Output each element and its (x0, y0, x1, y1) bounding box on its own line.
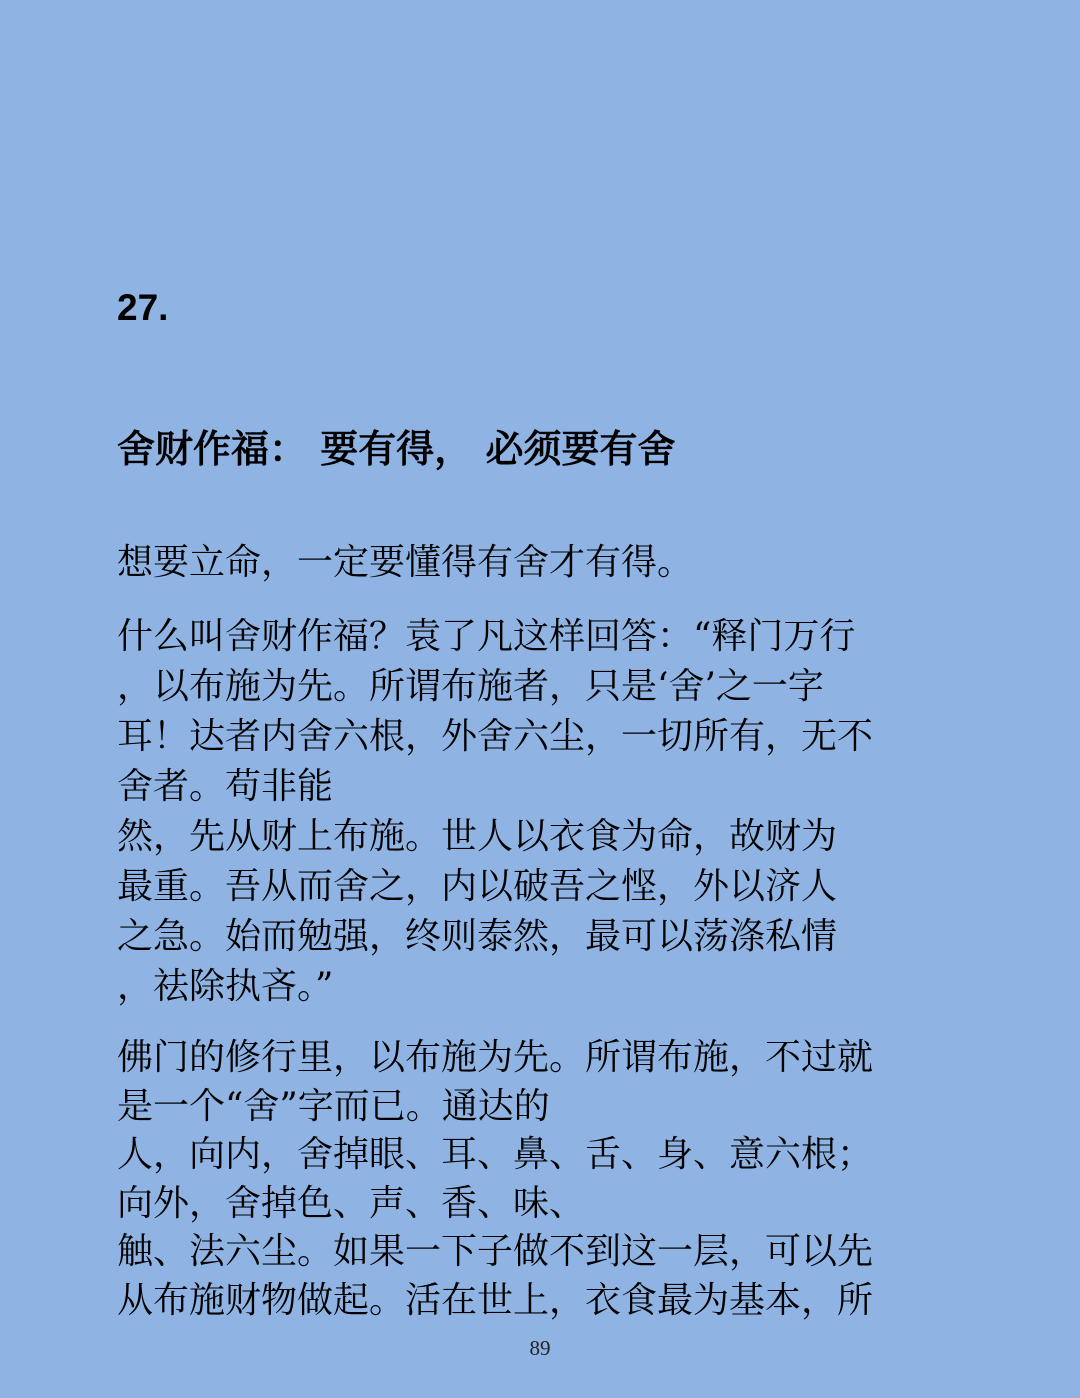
text-line: 触、法六尘。如果一下子做不到这一层，可以先 (117, 1231, 874, 1272)
text-line: 舍者。苟非能 (117, 766, 334, 807)
text-line: 然，先从财上布施。世人以衣食为命，故财为 (117, 816, 838, 857)
chapter-number: 27. (117, 287, 169, 328)
paragraph-2 (117, 612, 947, 1012)
text-line: 从布施财物做起。活在世上，衣食最为基本，所 (117, 1279, 874, 1321)
text-line: 之急。始而勉强，终则泰然，最可以荡涤私情 (117, 916, 838, 957)
text-line: ，以布施为先。所谓布施者，只是‘舍’之一字 (117, 666, 824, 707)
paragraph-3 (117, 1034, 947, 1325)
text-line: ，祛除执吝。” (117, 966, 334, 1007)
text-line: 耳！达者内舍六根，外舍六尘，一切所有，无不 (117, 716, 874, 757)
text-line: 是一个“舍”字而已。通达的 (117, 1085, 550, 1127)
text-line: 佛门的修行里，以布施为先。所谓布施，不过就 (117, 1037, 874, 1078)
text-line: 最重。吾从而舍之，内以破吾之悭，外以济人 (117, 866, 838, 907)
page-number: 89 (529, 1336, 551, 1360)
text-line: 什么叫舍财作福？袁了凡这样回答：“释门万行 (117, 616, 856, 657)
chapter-title: 舍财作福： 要有得， 必须要有舍 (117, 427, 676, 471)
text-line: 向外，舍掉色、声、香、味、 (117, 1182, 586, 1224)
text-line: 想要立命，一定要懂得有舍才有得。 (117, 542, 694, 583)
paragraph-1 (117, 538, 947, 588)
text-line: 人，向内，舍掉眼、耳、鼻、舌、身、意六根； (117, 1134, 874, 1175)
